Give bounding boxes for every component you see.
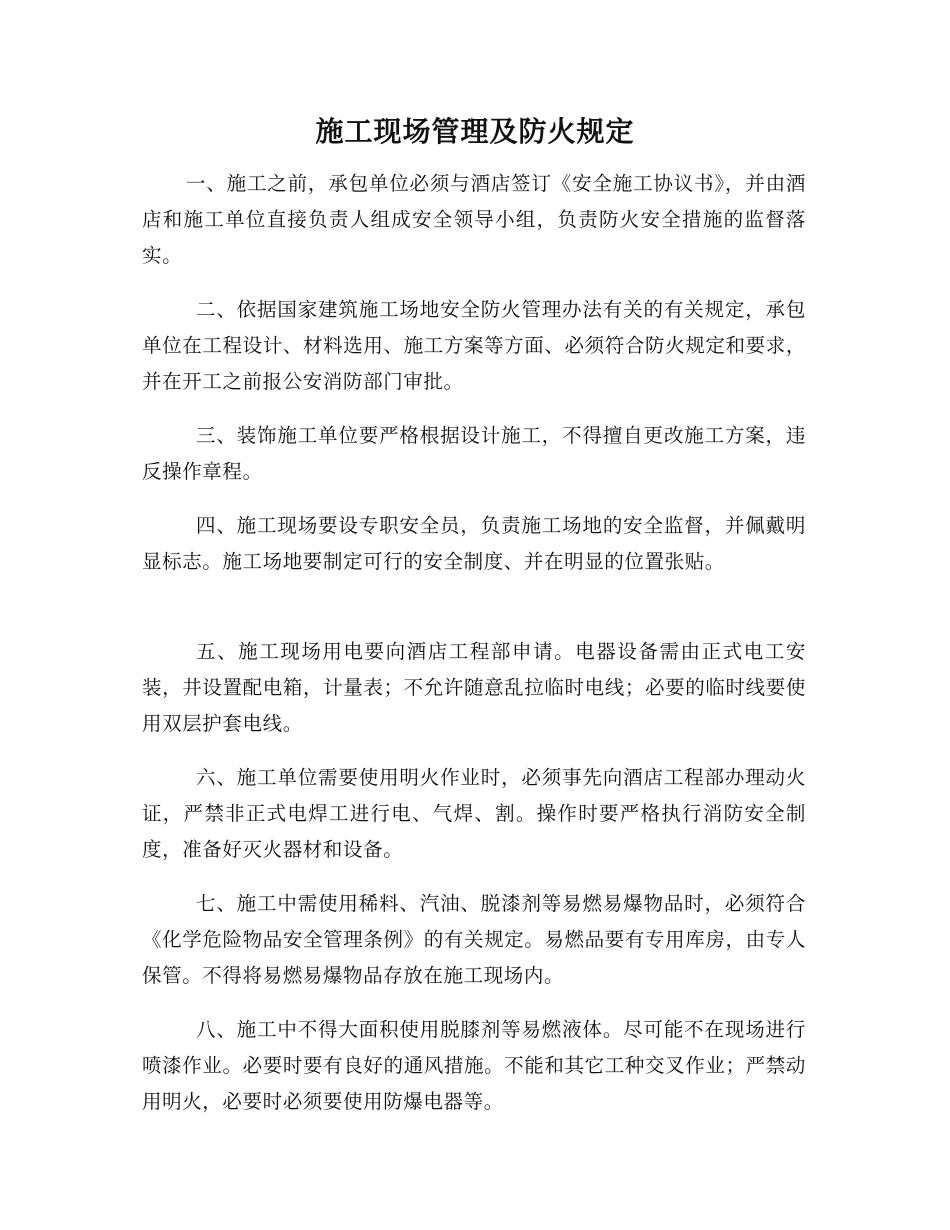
document-title: 施工现场管理及防火规定 xyxy=(315,115,635,148)
paragraph-3: 三、装饰施工单位要严格根据设计施工，不得擅自更改施工方案，违反操作章程。 xyxy=(142,424,806,483)
paragraph-5: 五、施工现场用电要向酒店工程部申请。电器设备需由正式电工安装，井设置配电箱，计量表；不允许随意乱拉临时电线；必要的临时线要使用双层护套电线。 xyxy=(142,640,806,735)
paragraph-4: 四、施工现场要设专职安全员，负责施工场地的安全监督，并佩戴明显标志。施工场地要制定可行的安全制度、并在明显的位置张贴。 xyxy=(142,514,806,573)
paragraph-6: 六、施工单位需要使用明火作业时，必须事先向酒店工程部办理动火证，严禁非正式电焊工进行电、气焊、割。操作时要严格执行消防安全制度，准备好灭火器材和设备。 xyxy=(142,766,806,861)
paragraph-2: 二、依据国家建筑施工场地安全防火管理办法有关的有关规定，承包单位在工程设计、材料选用、施工方案等方面、必须符合防火规定和要求，并在开工之前报公安消防部门审批。 xyxy=(142,298,806,393)
paragraph-7: 七、施工中需使用稀料、汽油、脱漆剂等易燃易爆物品时，必须符合《化学危险物品安全管理条例》的有关规定。易燃品要有专用库房，由专人保管。不得将易燃易爆物品存放在施工现场内。 xyxy=(142,892,806,987)
paragraph-1: 一、施工之前，承包单位必须与酒店签订《安全施工协议书》，并由酒店和施工单位直接负责人组成安全领导小组，负责防火安全措施的监督落实。 xyxy=(142,172,806,267)
paragraph-8: 八、施工中不得大面积使用脱膝剂等易燃液体。尽可能不在现场进行喷漆作业。必要时要有良好的通风措施。不能和其它工种交叉作业；严禁动用明火，必要时必须要使用防爆电器等。 xyxy=(142,1018,806,1113)
